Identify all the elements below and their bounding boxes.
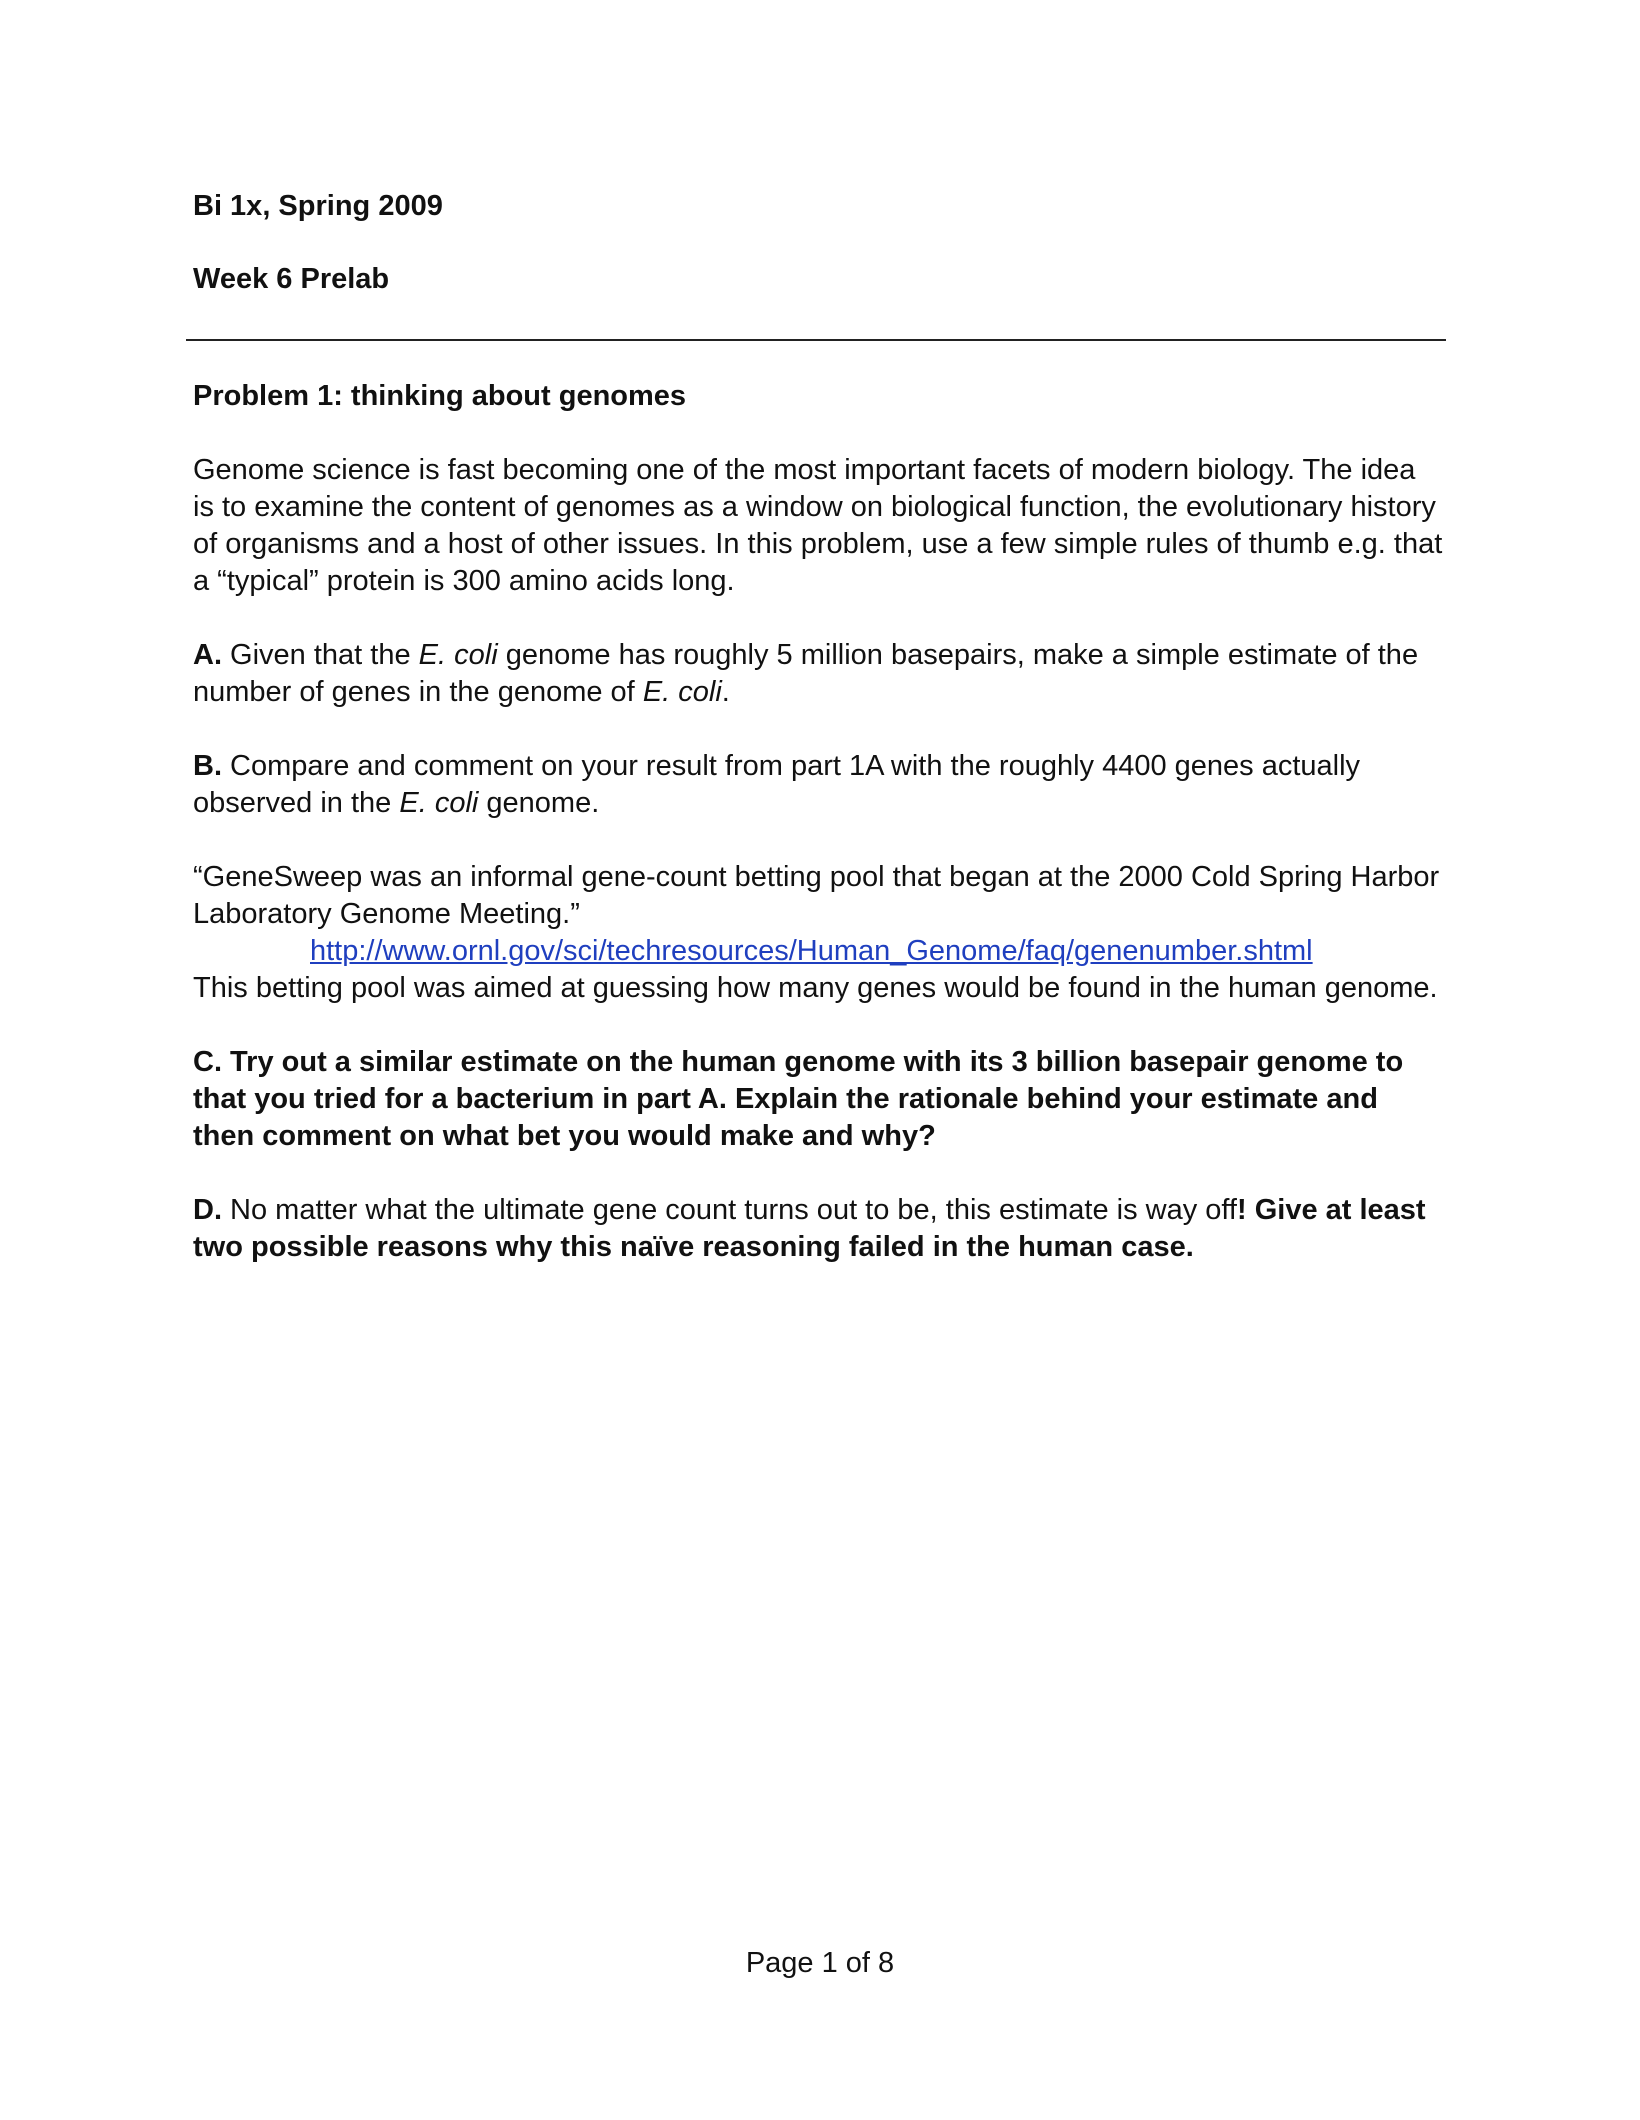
part-b-text-2: genome. [478,787,600,819]
part-a [193,637,1443,711]
quote-after: This betting pool was aimed at guessing how many genes would be found in the human genome. [193,972,1438,1004]
part-a-text-3: . [721,676,730,708]
part-b-text-1: Compare and comment on your result from part 1A with the roughly 4400 genes actually observed in the [193,750,1361,819]
part-b-label: B. [193,750,222,782]
quote-text: “GeneSweep was an informal gene-count betting pool that began at the 2000 Cold Spring Harbor Laboratory Genome Meeting.” [193,861,1440,930]
week-title: Week 6 Prelab [193,263,390,295]
part-c: C. Try out a similar estimate on the human genome with its 3 billion basepair genome to that you tried for a bacterium in part A. Explain the rationale behind your estimate and then comment on what bet you would make and why? [193,1046,1404,1152]
genesweep-quote [193,859,1443,1007]
page-number: Page 1 of 8 [745,1947,895,1979]
part-b-species: E. coli [399,787,479,819]
problem-body [193,378,1443,1303]
document-header [193,186,1443,299]
part-d-bold: ! Give at least two possible reasons why this naïve reasoning failed in the human case. [193,1194,1426,1263]
part-d [193,1192,1443,1266]
problem-heading: Problem 1: thinking about genomes [193,380,687,412]
part-b [193,748,1443,822]
part-d-text-1: No matter what the ultimate gene count turns out to be, this estimate is way off [222,1194,1237,1226]
part-a-text-1: Given that the [222,639,419,671]
problem-intro: Genome science is fast becoming one of the most important facets of modern biology. The idea is to examine the content of genomes as a window on biological function, the evolutionary history of organisms and a host of other issues. In this problem, use a few simple rules of thumb e.g. that a “typical” protein is 300 amino acids long. [193,454,1443,597]
course-title: Bi 1x, Spring 2009 [193,190,443,222]
header-divider [186,339,1446,341]
part-a-species-1: E. coli [418,639,498,671]
part-a-text-2: genome has roughly 5 million basepairs, make a simple estimate of the number of genes in the genome of [193,639,1419,708]
part-a-label: A. [193,639,222,671]
genenumber-link[interactable]: http://www.ornl.gov/sci/techresources/Human_Genome/faq/genenumber.shtml [310,935,1313,967]
part-a-species-2: E. coli [642,676,722,708]
part-d-label: D. [193,1194,222,1226]
